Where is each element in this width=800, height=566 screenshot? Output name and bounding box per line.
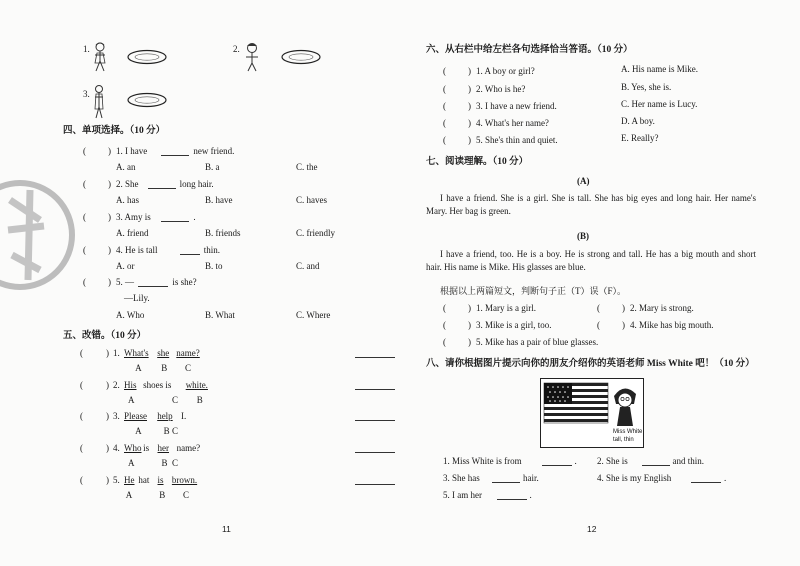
q4-5-option-a[interactable]: A. Who <box>116 310 145 320</box>
q5-5-answer-slot[interactable] <box>83 474 106 486</box>
q5-4-word-1: Who <box>124 443 142 453</box>
q5-5-word-2: hat <box>138 475 150 485</box>
fill-5-suffix: . <box>529 490 532 500</box>
fill-3-prompt: 3. She has <box>443 473 480 483</box>
q5-5-correction-line[interactable] <box>355 484 395 485</box>
q4-5-paren-open: ( <box>83 277 86 287</box>
q4-2-option-a[interactable]: A. has <box>116 195 139 205</box>
q5-2-word-3: white. <box>185 380 208 390</box>
passage-a-label: (A) <box>577 176 590 186</box>
tf-5-statement: 5. Mike has a pair of blue glasses. <box>476 337 599 347</box>
q5-2-number: 2. <box>113 380 120 390</box>
q6-4-paren-close: ) <box>468 118 471 128</box>
tf-3-answer-slot[interactable] <box>446 319 468 331</box>
tf-5-paren-close: ) <box>468 337 471 347</box>
q4-3-paren-open: ( <box>83 212 86 222</box>
flag-and-teacher-picture <box>540 378 644 448</box>
q4-1-paren-close: ) <box>108 146 111 156</box>
passage-b-label: (B) <box>577 231 589 241</box>
q4-2-blank[interactable] <box>148 188 176 189</box>
q5-4-paren-close: ) <box>106 443 109 453</box>
q4-1-blank[interactable] <box>161 155 189 156</box>
q4-1-option-a[interactable]: A. an <box>116 162 136 172</box>
section-7-title: 七、阅读理解。（10 分） <box>426 157 529 167</box>
q6-answer-a: A. His name is Mike. <box>621 64 698 74</box>
q5-3-label-a: A <box>135 426 142 436</box>
tf-1-statement: 1. Mary is a girl. <box>476 303 536 313</box>
q4-4-paren-open: ( <box>83 245 86 255</box>
q4-3-answer-slot[interactable] <box>86 211 108 223</box>
q5-2-paren-close: ) <box>106 380 109 390</box>
q4-1-stem-start: 1. I have <box>116 146 148 156</box>
passage-a: I have a friend. She is a girl. She is tall. She has big eyes and long hair. Her name's Mary. Her bag is green. <box>426 193 756 216</box>
tf-3-statement: 3. Mike is a girl, too. <box>476 320 552 330</box>
fill-4-prompt: 4. She is my English <box>597 473 672 483</box>
plate-2-icon <box>281 49 321 65</box>
q5-5-paren-open: ( <box>80 475 83 485</box>
tf-4-paren-open: ( <box>597 320 600 330</box>
q5-5-word-1: He <box>124 475 135 485</box>
section-6-title: 六、从右栏中给左栏各句选择恰当答语。（10 分） <box>426 45 633 55</box>
plate-3-icon <box>127 92 167 108</box>
section-8-title: 八、请你根据图片提示向你的朋友介绍你的英语老师 Miss White 吧！（10 分） <box>426 359 755 369</box>
q5-3-word-1: Please <box>124 411 147 421</box>
tf-2-paren-close: ) <box>622 303 625 313</box>
q4-4-option-c[interactable]: C. and <box>296 261 320 271</box>
fill-2-blank[interactable] <box>642 465 670 466</box>
q5-4-paren-open: ( <box>80 443 83 453</box>
tf-instruction: 根据以上两篇短文，判断句子正（T）误（F）。 <box>440 286 627 296</box>
q4-3-stem-start: 3. Amy is <box>116 212 151 222</box>
q5-5-label-c: C <box>183 490 190 500</box>
q4-4-paren-close: ) <box>108 245 111 255</box>
tf-2-answer-slot[interactable] <box>600 302 622 314</box>
tf-5-answer-slot[interactable] <box>446 336 468 348</box>
q5-4-word-4: name? <box>176 443 201 453</box>
q4-2-option-c[interactable]: C. haves <box>296 195 327 205</box>
q5-1-label-b: B <box>161 363 168 373</box>
picture-caption-desc: tall, thin <box>613 437 634 443</box>
q4-2-stem-end: long hair. <box>179 179 214 189</box>
page-number-left: 11 <box>222 524 231 534</box>
q4-3-option-a[interactable]: A. friend <box>116 228 149 238</box>
q5-3-word-3: I. <box>181 411 187 421</box>
q4-1-option-c[interactable]: C. the <box>296 162 318 172</box>
q5-4-answer-slot[interactable] <box>83 442 106 454</box>
q5-5-number: 5. <box>113 475 120 485</box>
fill-2-suffix: and thin. <box>672 456 704 466</box>
q4-3-stem-end: . <box>193 212 196 222</box>
q5-3-paren-close: ) <box>106 411 109 421</box>
tf-1-paren-open: ( <box>443 303 446 313</box>
q6-3-paren-open: ( <box>443 101 446 111</box>
picture-2-number: 2. <box>233 44 240 54</box>
q5-2-word-1: His <box>124 380 137 390</box>
q6-1-paren-open: ( <box>443 66 446 76</box>
section-5-title: 五、改错。（10 分） <box>63 331 147 341</box>
q5-3-label-c: C <box>172 426 179 436</box>
q6-answer-d: D. A boy. <box>621 116 655 126</box>
fill-4-suffix: . <box>724 473 727 483</box>
q4-5-paren-close: ) <box>108 277 111 287</box>
us-flag-icon <box>544 383 608 423</box>
tall-figure-icon <box>93 85 105 119</box>
q4-2-answer-slot[interactable] <box>86 178 108 190</box>
q6-3-paren-close: ) <box>468 101 471 111</box>
q4-2-option-b[interactable]: B. have <box>205 195 233 205</box>
tf-4-paren-close: ) <box>622 320 625 330</box>
q5-2-answer-slot[interactable] <box>83 379 106 391</box>
q5-1-correction-line[interactable] <box>355 357 395 358</box>
q5-1-word-2: she <box>157 348 170 358</box>
q6-2-paren-open: ( <box>443 84 446 94</box>
q4-2-paren-close: ) <box>108 179 111 189</box>
fill-1-prompt: 1. Miss White is from <box>443 456 522 466</box>
q5-1-number: 1. <box>113 348 120 358</box>
q4-2-paren-open: ( <box>83 179 86 189</box>
fill-4-blank[interactable] <box>691 482 721 483</box>
fill-3-blank[interactable] <box>492 482 520 483</box>
q5-4-number: 4. <box>113 443 120 453</box>
q4-4-blank[interactable] <box>180 254 200 255</box>
fill-3-suffix: hair. <box>523 473 539 483</box>
q5-5-word-3: is <box>157 475 164 485</box>
q4-5-stem-start: 5. — <box>116 277 134 287</box>
q4-3-paren-close: ) <box>108 212 111 222</box>
q4-3-option-c[interactable]: C. friendly <box>296 228 335 238</box>
q5-1-word-3: name? <box>176 348 200 358</box>
fill-1-suffix: . <box>574 456 577 466</box>
q5-4-correction-line[interactable] <box>355 452 395 453</box>
q5-4-label-a: A <box>128 458 135 468</box>
fill-1-blank[interactable] <box>542 465 572 466</box>
q6-answer-e: E. Really? <box>621 133 659 143</box>
q4-3-blank[interactable] <box>161 221 189 222</box>
q5-3-word-2: help <box>157 411 173 421</box>
q5-3-answer-slot[interactable] <box>83 410 106 422</box>
plate-1-icon <box>127 49 167 65</box>
q5-3-number: 3. <box>113 411 120 421</box>
fill-5-blank[interactable] <box>497 499 527 500</box>
q5-1-paren-open: ( <box>80 348 83 358</box>
q6-1-question: 1. A boy or girl? <box>476 66 535 76</box>
q5-5-label-a: A <box>125 490 133 500</box>
q4-5-option-c[interactable]: C. Where <box>296 310 331 320</box>
q6-1-paren-close: ) <box>468 66 471 76</box>
q4-5-stem-end: is she? <box>172 277 197 287</box>
q6-1-answer-slot[interactable] <box>446 65 468 77</box>
fill-5-prompt: 5. I am her <box>443 490 482 500</box>
q6-answer-b: B. Yes, she is. <box>621 82 672 92</box>
tf-1-paren-close: ) <box>468 303 471 313</box>
q6-4-question: 4. What's her name? <box>476 118 549 128</box>
boy-figure-icon <box>243 42 261 72</box>
q4-1-option-b[interactable]: B. a <box>205 162 220 172</box>
tf-4-answer-slot[interactable] <box>600 319 622 331</box>
tf-5-paren-open: ( <box>443 337 446 347</box>
q6-3-answer-slot[interactable] <box>446 100 468 112</box>
q5-2-paren-open: ( <box>80 380 83 390</box>
q4-5-blank[interactable] <box>138 286 168 287</box>
q5-4-word-3: her <box>157 443 169 453</box>
page-number-right: 12 <box>587 524 597 534</box>
q5-1-answer-slot[interactable] <box>83 347 106 359</box>
q5-4-label-c: C <box>172 458 179 468</box>
tf-2-statement: 2. Mary is strong. <box>630 303 694 313</box>
q4-5-answer-line: —Lily. <box>124 293 150 303</box>
q5-1-word-1: What's <box>124 348 149 358</box>
tf-1-answer-slot[interactable] <box>446 302 468 314</box>
q6-5-answer-slot[interactable] <box>446 134 468 146</box>
q6-2-answer-slot[interactable] <box>446 83 468 95</box>
passage-b: I have a friend, too. He is a boy. He is strong and tall. He has a big mouth and short hair. His name is Mike. His glasses are blue. <box>426 249 756 272</box>
q4-5-option-b[interactable]: B. What <box>205 310 235 320</box>
q4-1-stem-end: new friend. <box>193 146 235 156</box>
girl-figure-icon <box>92 42 108 72</box>
q5-3-paren-open: ( <box>80 411 83 421</box>
q5-5-paren-close: ) <box>106 475 109 485</box>
q4-4-answer-slot[interactable] <box>86 244 108 256</box>
picture-3-number: 3. <box>83 89 90 99</box>
q4-4-option-b[interactable]: B. to <box>205 261 223 271</box>
q6-2-question: 2. Who is he? <box>476 84 526 94</box>
q4-2-stem-start: 2. She <box>116 179 139 189</box>
q4-1-paren-open: ( <box>83 146 86 156</box>
q5-2-correction-line[interactable] <box>355 389 395 390</box>
q5-1-label-c: C <box>185 363 192 373</box>
q4-1-answer-slot[interactable] <box>86 145 108 157</box>
tf-3-paren-open: ( <box>443 320 446 330</box>
tf-4-statement: 4. Mike has big mouth. <box>630 320 714 330</box>
q5-2-label-a: A <box>128 395 135 405</box>
q4-4-option-a[interactable]: A. or <box>116 261 135 271</box>
q5-3-label-b: B <box>163 426 170 436</box>
stamp-watermark <box>0 160 70 310</box>
tf-2-paren-open: ( <box>597 303 600 313</box>
q5-2-label-b: B <box>196 395 203 405</box>
q5-2-label-c: C <box>172 395 179 405</box>
q6-4-answer-slot[interactable] <box>446 117 468 129</box>
q5-1-paren-close: ) <box>106 348 109 358</box>
q5-4-word-2: is <box>143 443 150 453</box>
q6-answer-c: C. Her name is Lucy. <box>621 99 698 109</box>
q5-3-correction-line[interactable] <box>355 420 395 421</box>
q6-5-paren-open: ( <box>443 135 446 145</box>
q6-2-paren-close: ) <box>468 84 471 94</box>
q4-3-option-b[interactable]: B. friends <box>205 228 241 238</box>
q5-4-label-b: B <box>161 458 168 468</box>
q5-5-label-b: B <box>159 490 166 500</box>
tf-3-paren-close: ) <box>468 320 471 330</box>
picture-1-number: 1. <box>83 44 90 54</box>
q6-4-paren-open: ( <box>443 118 446 128</box>
q5-1-label-a: A <box>135 363 142 373</box>
fill-2-prompt: 2. She is <box>597 456 628 466</box>
q6-5-paren-close: ) <box>468 135 471 145</box>
picture-caption-name: Miss White <box>613 429 643 435</box>
q4-5-answer-slot[interactable] <box>86 276 108 288</box>
section-4-title: 四、单项选择。（10 分） <box>63 126 166 136</box>
q6-5-question: 5. She's thin and quiet. <box>476 135 558 145</box>
q4-4-stem-start: 4. He is tall <box>116 245 158 255</box>
q4-4-stem-end: thin. <box>203 245 221 255</box>
q5-2-word-2: shoes is <box>143 380 172 390</box>
q5-5-word-4: brown. <box>171 475 198 485</box>
q6-3-question: 3. I have a new friend. <box>476 101 557 111</box>
